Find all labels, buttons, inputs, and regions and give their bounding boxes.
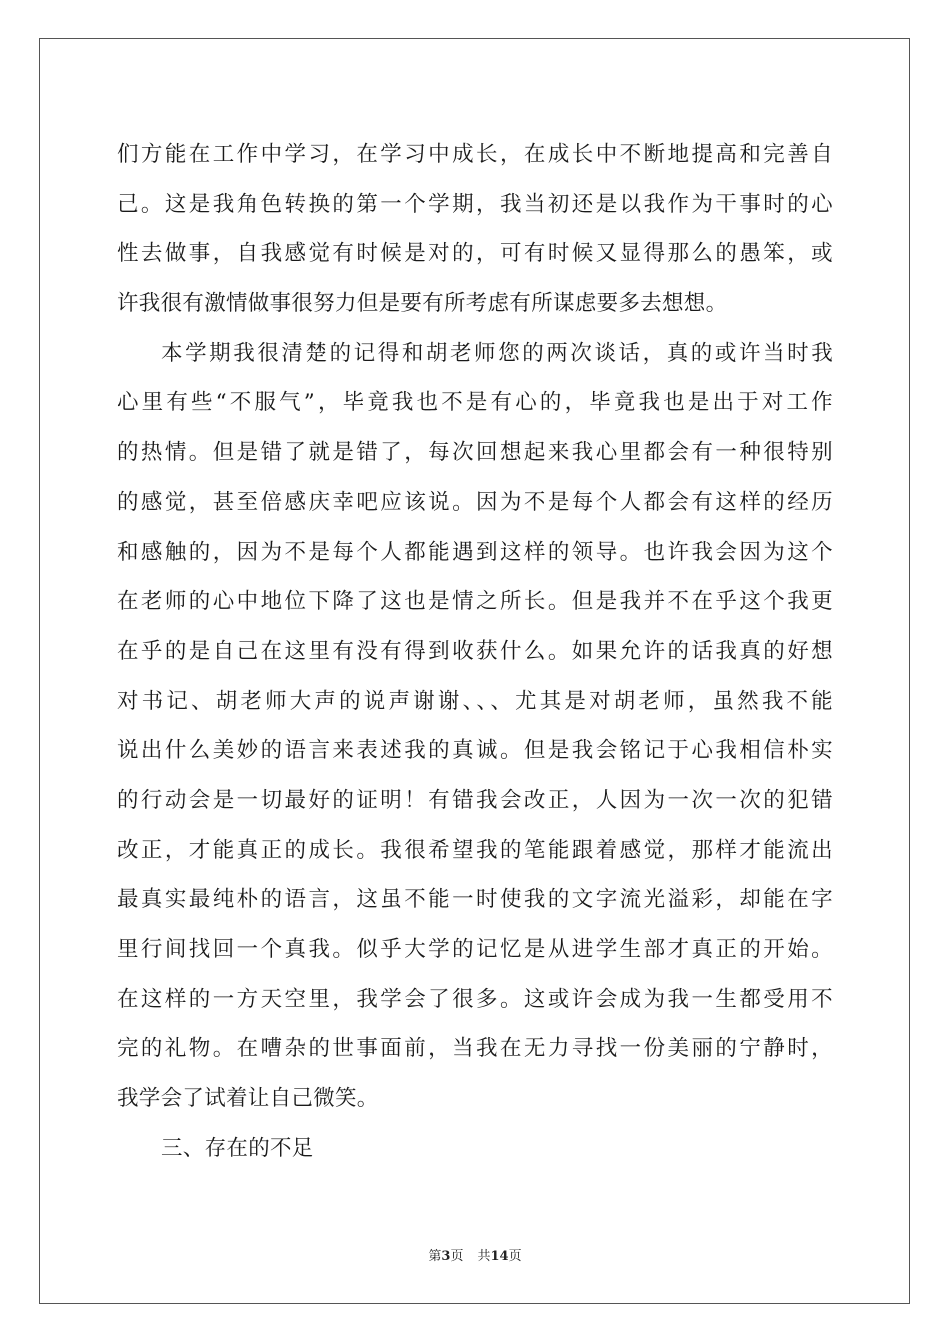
body-line: 性去做事，自我感觉有时候是对的，可有时候又显得那么的愚笨，或 — [117, 241, 833, 267]
body-line: 完的礼物。在嘈杂的世事面前，当我在无力寻找一份美丽的宁静时， — [117, 1036, 833, 1062]
body-line: 在这样的一方天空里，我学会了很多。这或许会成为我一生都受用不 — [117, 986, 833, 1012]
body-line: 里行间找回一个真我。似乎大学的记忆是从进学生部才真正的开始。 — [117, 937, 833, 962]
paragraph-first-line: 本学期我很清楚的记得和胡老师您的两次谈话，真的或许当时我 — [161, 340, 833, 366]
page-suffix: 页 — [450, 1249, 464, 1264]
document-body — [117, 130, 833, 1173]
body-line: 在老师的心中地位下降了这也是情之所长。但是我并不在乎这个我更 — [117, 589, 833, 615]
body-line: 我学会了试着让自己微笑。 — [117, 1086, 379, 1112]
total-prefix: 共 — [477, 1249, 491, 1264]
page-number: 3 — [441, 1249, 451, 1264]
body-line: 和感触的，因为不是每个人都能遇到这样的领导。也许我会因为这个 — [117, 539, 833, 565]
body-line: 心里有些“不服气”，毕竟我也不是有心的，毕竟我也是出于对工作 — [117, 390, 833, 416]
body-line: 对书记、胡老师大声的说声谢谢、、、尤其是对胡老师，虽然我不能 — [117, 688, 833, 714]
body-line: 的行动会是一切最好的证明！有错我会改正，人因为一次一次的犯错 — [117, 787, 833, 813]
body-line: 的热情。但是错了就是错了，每次回想起来我心里都会有一种很特别 — [117, 440, 833, 466]
body-line: 改正，才能真正的成长。我很希望我的笔能跟着感觉，那样才能流出 — [117, 837, 833, 863]
body-line: 最真实最纯朴的语言，这虽不能一时使我的文字流光溢彩，却能在字 — [117, 887, 833, 913]
body-line: 在乎的是自己在这里有没有得到收获什么。如果允许的话我真的好想 — [117, 638, 833, 664]
body-line: 们方能在工作中学习，在学习中成长，在成长中不断地提高和完善自 — [117, 142, 833, 167]
total-pages: 14 — [490, 1249, 509, 1264]
total-suffix: 页 — [508, 1249, 522, 1264]
body-line: 许我很有激情做事很努力但是要有所考虑有所谋虑要多去想想。 — [117, 291, 728, 317]
body-line: 的感觉，甚至倍感庆幸吧应该说。因为不是每个人都会有这样的经历 — [117, 489, 833, 515]
page-prefix: 第 — [428, 1249, 442, 1264]
body-line: 说出什么美妙的语言来表述我的真诚。但是我会铭记于心我相信朴实 — [117, 738, 833, 764]
section-heading: 三、存在的不足 — [161, 1135, 314, 1161]
body-line: 己。这是我角色转换的第一个学期，我当初还是以我作为干事时的心 — [117, 191, 833, 217]
page-footer — [0, 1245, 950, 1264]
